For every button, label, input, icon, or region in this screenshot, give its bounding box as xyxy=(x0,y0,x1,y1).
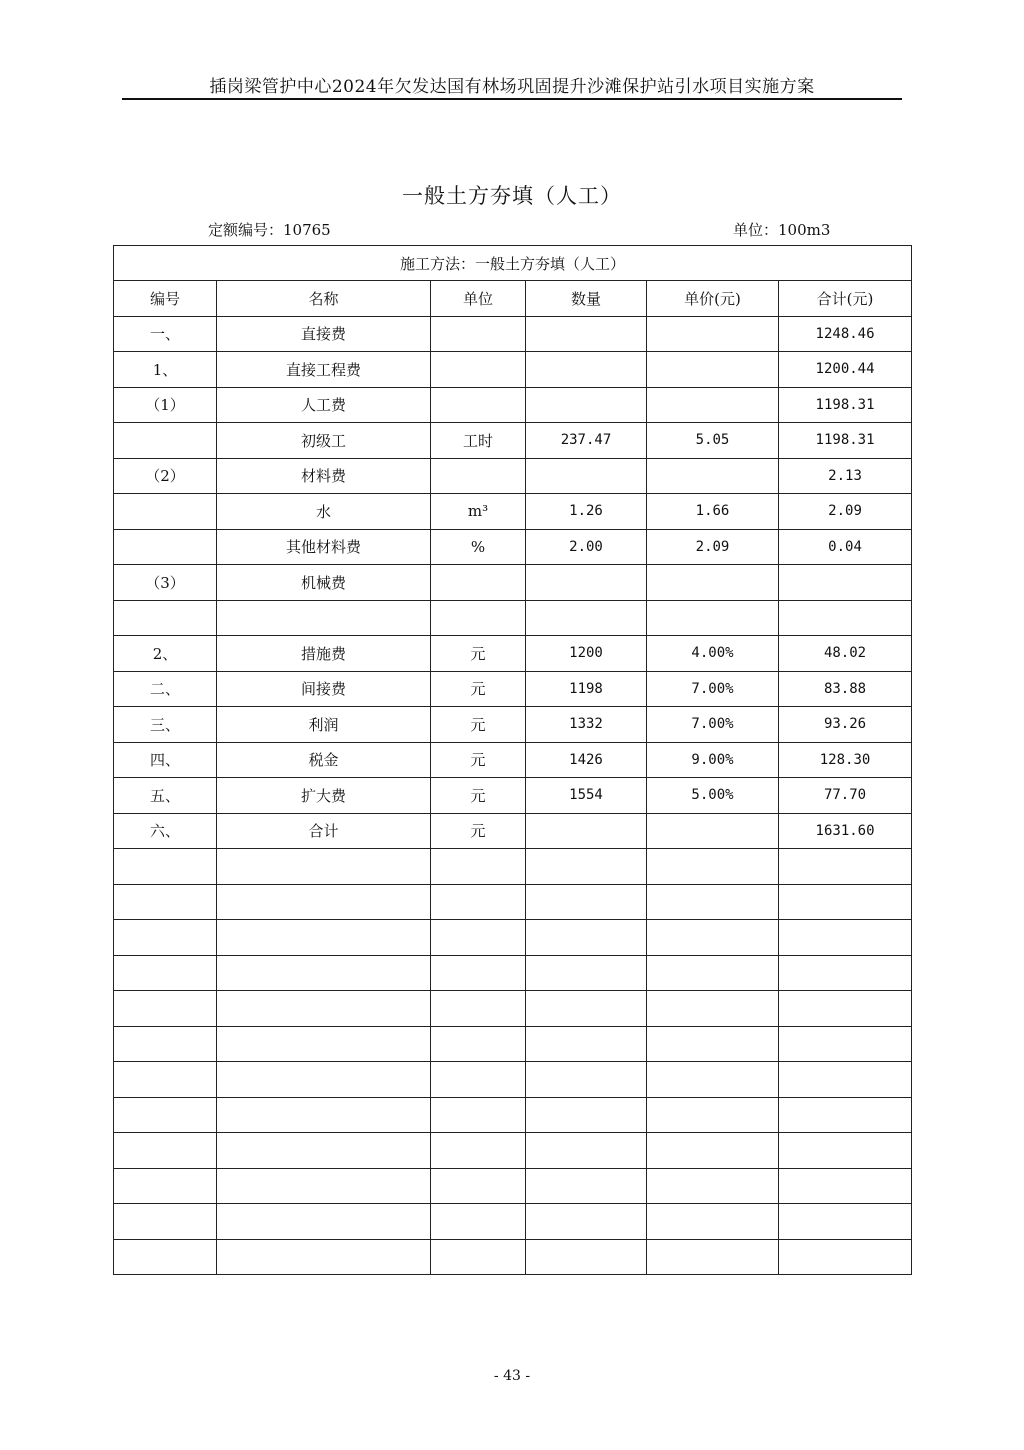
cell-quantity: 1200 xyxy=(526,636,647,672)
cell-unit-price: 5.00% xyxy=(647,778,779,814)
cell-code xyxy=(114,494,217,530)
table-row xyxy=(114,707,912,743)
cell-unit-price xyxy=(647,316,779,352)
cell-total xyxy=(779,1133,912,1169)
cell-total: 1631.60 xyxy=(779,813,912,849)
unit-label: 单位：100m3 xyxy=(733,221,831,239)
cell-total xyxy=(779,600,912,636)
cell-name: 间接费 xyxy=(217,671,431,707)
cell-unit: % xyxy=(431,529,526,565)
cell-total xyxy=(779,991,912,1027)
table-row xyxy=(114,671,912,707)
table-row xyxy=(114,1062,912,1098)
cell-total: 2.09 xyxy=(779,494,912,530)
cell-unit xyxy=(431,849,526,885)
cell-total xyxy=(779,1097,912,1133)
cell-total xyxy=(779,849,912,885)
column-header: 名称 xyxy=(217,281,431,317)
cell-unit xyxy=(431,1168,526,1204)
cell-unit-price: 1.66 xyxy=(647,494,779,530)
cell-unit: 元 xyxy=(431,813,526,849)
cell-quantity xyxy=(526,1062,647,1098)
cell-unit xyxy=(431,1097,526,1133)
cell-quantity xyxy=(526,813,647,849)
cell-name xyxy=(217,1026,431,1062)
cell-unit-price xyxy=(647,955,779,991)
cell-quantity xyxy=(526,458,647,494)
cell-total xyxy=(779,1026,912,1062)
cell-code xyxy=(114,1239,217,1275)
cell-quantity: 1198 xyxy=(526,671,647,707)
cell-code: 1、 xyxy=(114,352,217,388)
cell-total: 1248.46 xyxy=(779,316,912,352)
cell-quantity xyxy=(526,884,647,920)
cell-code xyxy=(114,1168,217,1204)
cell-unit xyxy=(431,955,526,991)
table-row xyxy=(114,1026,912,1062)
cell-name xyxy=(217,1133,431,1169)
cell-unit xyxy=(431,920,526,956)
cell-name: 直接工程费 xyxy=(217,352,431,388)
cell-quantity xyxy=(526,1097,647,1133)
cell-unit xyxy=(431,387,526,423)
table-row xyxy=(114,778,912,814)
cell-unit-price xyxy=(647,600,779,636)
cell-unit-price xyxy=(647,991,779,1027)
cell-unit-price xyxy=(647,352,779,388)
cell-code xyxy=(114,1062,217,1098)
table-row xyxy=(114,1097,912,1133)
cell-quantity xyxy=(526,1026,647,1062)
cell-name: 水 xyxy=(217,494,431,530)
cell-unit-price xyxy=(647,458,779,494)
quota-number: 定额编号：10765 xyxy=(208,221,331,239)
cell-unit-price: 5.05 xyxy=(647,423,779,459)
cell-total: 1198.31 xyxy=(779,423,912,459)
cell-name: 直接费 xyxy=(217,316,431,352)
cell-code: 五、 xyxy=(114,778,217,814)
cell-unit-price xyxy=(647,849,779,885)
header-rule xyxy=(122,98,902,100)
cell-quantity xyxy=(526,1204,647,1240)
cell-quantity xyxy=(526,352,647,388)
column-header: 数量 xyxy=(526,281,647,317)
cell-name: 扩大费 xyxy=(217,778,431,814)
cell-total xyxy=(779,955,912,991)
cell-total: 128.30 xyxy=(779,742,912,778)
cell-code xyxy=(114,920,217,956)
table-row xyxy=(114,494,912,530)
table-row xyxy=(114,1204,912,1240)
cell-unit-price: 9.00% xyxy=(647,742,779,778)
cell-name: 利润 xyxy=(217,707,431,743)
cell-total xyxy=(779,884,912,920)
running-header: 插岗梁管护中心2024年欠发达国有林场巩固提升沙滩保护站引水项目实施方案 xyxy=(209,77,815,97)
cell-quantity xyxy=(526,991,647,1027)
cell-unit-price xyxy=(647,884,779,920)
cell-name: 其他材料费 xyxy=(217,529,431,565)
cell-code xyxy=(114,1026,217,1062)
cell-unit: 元 xyxy=(431,636,526,672)
table-row xyxy=(114,1239,912,1275)
cell-quantity: 237.47 xyxy=(526,423,647,459)
cell-name: 税金 xyxy=(217,742,431,778)
cell-name xyxy=(217,1204,431,1240)
cell-unit-price xyxy=(647,1133,779,1169)
table-row xyxy=(114,849,912,885)
page-number: - 43 - xyxy=(493,1368,531,1384)
cell-code: （2） xyxy=(114,458,217,494)
cell-name xyxy=(217,1239,431,1275)
cell-total: 83.88 xyxy=(779,671,912,707)
cell-unit xyxy=(431,1026,526,1062)
cell-code: 2、 xyxy=(114,636,217,672)
cell-name: 人工费 xyxy=(217,387,431,423)
table-row xyxy=(114,387,912,423)
cell-name xyxy=(217,1097,431,1133)
cell-quantity xyxy=(526,1168,647,1204)
cell-total: 0.04 xyxy=(779,529,912,565)
cell-code xyxy=(114,1133,217,1169)
table-row xyxy=(114,955,912,991)
cell-unit-price xyxy=(647,1204,779,1240)
cell-total xyxy=(779,1062,912,1098)
table-row xyxy=(114,565,912,601)
cell-name xyxy=(217,1168,431,1204)
table-row xyxy=(114,423,912,459)
cell-total: 93.26 xyxy=(779,707,912,743)
cell-code: 六、 xyxy=(114,813,217,849)
cell-quantity xyxy=(526,316,647,352)
table-row xyxy=(114,458,912,494)
table-row xyxy=(114,884,912,920)
cell-code xyxy=(114,600,217,636)
cell-quantity xyxy=(526,1239,647,1275)
column-header: 单价(元) xyxy=(647,281,779,317)
cell-code xyxy=(114,884,217,920)
cell-unit: 元 xyxy=(431,742,526,778)
cell-total: 1200.44 xyxy=(779,352,912,388)
cell-code xyxy=(114,849,217,885)
cell-unit xyxy=(431,884,526,920)
cell-quantity: 1426 xyxy=(526,742,647,778)
table-row xyxy=(114,813,912,849)
cell-name xyxy=(217,991,431,1027)
cell-total: 1198.31 xyxy=(779,387,912,423)
cell-unit-price xyxy=(647,1062,779,1098)
table-row xyxy=(114,920,912,956)
cell-total xyxy=(779,1204,912,1240)
cell-total xyxy=(779,1239,912,1275)
cell-unit xyxy=(431,1239,526,1275)
column-header-row xyxy=(114,281,912,317)
cell-unit xyxy=(431,991,526,1027)
cell-code: 四、 xyxy=(114,742,217,778)
column-header: 合计(元) xyxy=(779,281,912,317)
table-row xyxy=(114,352,912,388)
cell-name xyxy=(217,920,431,956)
table-row xyxy=(114,991,912,1027)
cell-code xyxy=(114,1204,217,1240)
cell-name: 合计 xyxy=(217,813,431,849)
cell-unit: 工时 xyxy=(431,423,526,459)
cell-name: 措施费 xyxy=(217,636,431,672)
method-row xyxy=(114,246,912,281)
table-row xyxy=(114,1168,912,1204)
cell-total xyxy=(779,565,912,601)
cell-quantity: 1554 xyxy=(526,778,647,814)
cell-unit xyxy=(431,352,526,388)
cell-quantity xyxy=(526,920,647,956)
cell-unit-price xyxy=(647,565,779,601)
cell-total: 77.70 xyxy=(779,778,912,814)
cell-unit-price: 7.00% xyxy=(647,671,779,707)
quota-table xyxy=(113,245,912,1275)
cell-unit xyxy=(431,565,526,601)
cell-unit xyxy=(431,458,526,494)
cell-quantity xyxy=(526,387,647,423)
cell-unit-price: 2.09 xyxy=(647,529,779,565)
cell-quantity xyxy=(526,955,647,991)
cell-unit-price: 4.00% xyxy=(647,636,779,672)
cell-name: 初级工 xyxy=(217,423,431,459)
cell-name: 机械费 xyxy=(217,565,431,601)
cell-quantity: 1332 xyxy=(526,707,647,743)
cell-unit-price xyxy=(647,920,779,956)
cell-code xyxy=(114,1097,217,1133)
cell-unit xyxy=(431,1133,526,1169)
cell-quantity: 1.26 xyxy=(526,494,647,530)
cell-unit xyxy=(431,600,526,636)
cell-quantity xyxy=(526,600,647,636)
cell-code: 二、 xyxy=(114,671,217,707)
table-row xyxy=(114,316,912,352)
cell-code: （1） xyxy=(114,387,217,423)
table-row xyxy=(114,742,912,778)
cell-name xyxy=(217,600,431,636)
cell-quantity xyxy=(526,1133,647,1169)
cell-unit xyxy=(431,316,526,352)
cell-unit: 元 xyxy=(431,778,526,814)
cell-quantity xyxy=(526,565,647,601)
cell-code: （3） xyxy=(114,565,217,601)
cell-unit-price xyxy=(647,1168,779,1204)
cell-unit-price xyxy=(647,1097,779,1133)
cell-total: 2.13 xyxy=(779,458,912,494)
cell-total xyxy=(779,1168,912,1204)
construction-method: 施工方法：一般土方夯填（人工） xyxy=(114,246,912,281)
column-header: 单位 xyxy=(431,281,526,317)
cell-unit-price xyxy=(647,1026,779,1062)
cell-unit: 元 xyxy=(431,671,526,707)
cell-name xyxy=(217,955,431,991)
cell-name xyxy=(217,884,431,920)
table-row xyxy=(114,636,912,672)
cell-unit-price: 7.00% xyxy=(647,707,779,743)
cell-quantity: 2.00 xyxy=(526,529,647,565)
cell-unit-price xyxy=(647,813,779,849)
cell-code: 三、 xyxy=(114,707,217,743)
table-row xyxy=(114,529,912,565)
cell-unit-price xyxy=(647,1239,779,1275)
cell-code xyxy=(114,991,217,1027)
cell-code: 一、 xyxy=(114,316,217,352)
column-header: 编号 xyxy=(114,281,217,317)
cell-name: 材料费 xyxy=(217,458,431,494)
cell-unit xyxy=(431,1062,526,1098)
cell-unit: m³ xyxy=(431,494,526,530)
cell-unit: 元 xyxy=(431,707,526,743)
page-title: 一般土方夯填（人工） xyxy=(402,184,622,208)
table-row xyxy=(114,600,912,636)
cell-code xyxy=(114,955,217,991)
table-row xyxy=(114,1133,912,1169)
cell-quantity xyxy=(526,849,647,885)
cell-total: 48.02 xyxy=(779,636,912,672)
cell-total xyxy=(779,920,912,956)
cell-unit xyxy=(431,1204,526,1240)
cell-name xyxy=(217,1062,431,1098)
cell-code xyxy=(114,423,217,459)
cell-name xyxy=(217,849,431,885)
cell-unit-price xyxy=(647,387,779,423)
cell-code xyxy=(114,529,217,565)
